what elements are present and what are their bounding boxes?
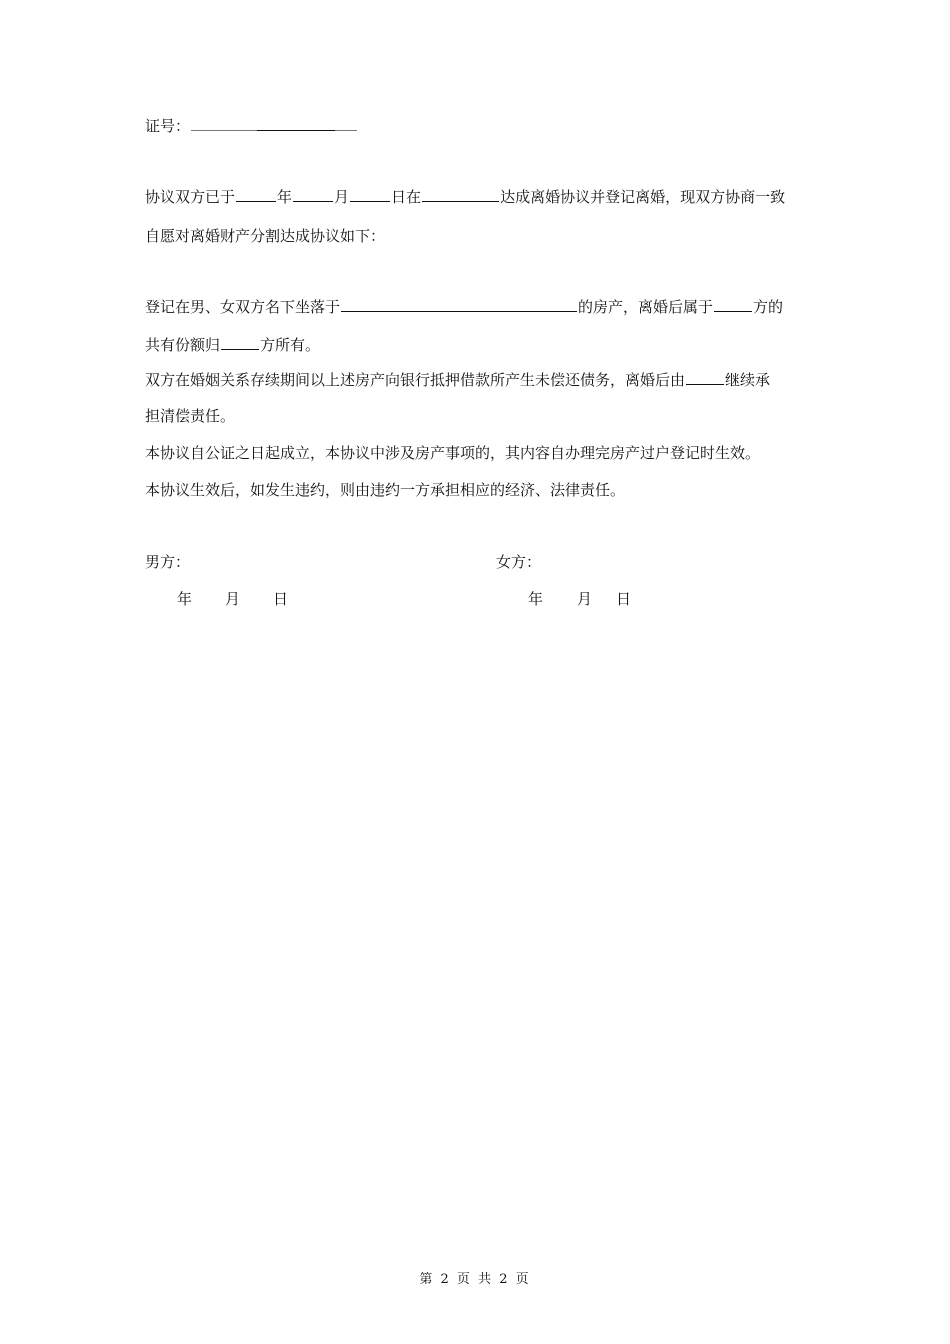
property-text-b: 的房产，离婚后属于 — [578, 298, 714, 316]
page-number-footer: 第 2 页 共 2 页 — [419, 1272, 531, 1287]
intro-day-text: 日在 — [391, 188, 422, 206]
place-blank — [422, 187, 499, 202]
certificate-blank-c — [335, 116, 357, 131]
debt-text-a: 双方在婚姻关系存续期间以上述房产向银行抵押借款所产生未偿还债务，离婚后由 — [145, 371, 686, 389]
share-owner-blank — [221, 335, 259, 350]
intro-text-b: 达成离婚协议并登记离婚，现双方协商一致 — [500, 188, 786, 206]
female-date-day: 日 — [616, 590, 632, 608]
breach-clause: 本协议生效后，如发生违约，则由违约一方承担相应的经济、法律责任。 — [145, 481, 626, 499]
debt-clause-line-2: 担清偿责任。 — [145, 407, 236, 425]
female-signature-label: 女方： — [496, 553, 542, 571]
certificate-number-line — [145, 116, 358, 136]
day-blank — [350, 187, 390, 202]
effective-clause: 本协议自公证之日起成立，本协议中涉及房产事项的，其内容自办理完房产过户登记时生效。 — [145, 444, 761, 462]
debt-text-b: 继续承 — [725, 371, 771, 389]
certificate-blank-a — [191, 116, 257, 131]
intro-month-text: 月 — [334, 188, 350, 206]
share-text-a: 共有份额归 — [145, 336, 221, 354]
property-owner-blank — [714, 297, 752, 312]
intro-year-text: 年 — [277, 188, 293, 206]
property-clause-line-2 — [145, 335, 320, 355]
female-signature-date — [528, 589, 631, 609]
debt-clause-line-1 — [145, 370, 770, 390]
month-blank — [293, 187, 333, 202]
male-signature-date — [177, 589, 288, 609]
certificate-label: 证号： — [145, 117, 191, 135]
year-blank — [236, 187, 276, 202]
male-date-day: 日 — [273, 590, 289, 608]
property-location-blank — [341, 297, 577, 312]
female-date-year: 年 — [528, 590, 544, 608]
intro-text-a: 协议双方已于 — [145, 188, 236, 206]
certificate-blank-b — [257, 116, 335, 131]
male-date-year: 年 — [177, 590, 193, 608]
debt-party-blank — [686, 370, 724, 385]
property-text-c: 方的 — [753, 298, 784, 316]
male-signature-label: 男方： — [145, 553, 191, 571]
share-text-b: 方所有。 — [260, 336, 321, 354]
agreement-intro-line-1 — [145, 187, 785, 207]
male-date-month: 月 — [225, 590, 241, 608]
female-date-month: 月 — [577, 590, 593, 608]
agreement-intro-line-2: 自愿对离婚财产分割达成协议如下： — [145, 227, 386, 245]
property-clause-line-1 — [145, 297, 783, 317]
property-text-a: 登记在男、女双方名下坐落于 — [145, 298, 341, 316]
